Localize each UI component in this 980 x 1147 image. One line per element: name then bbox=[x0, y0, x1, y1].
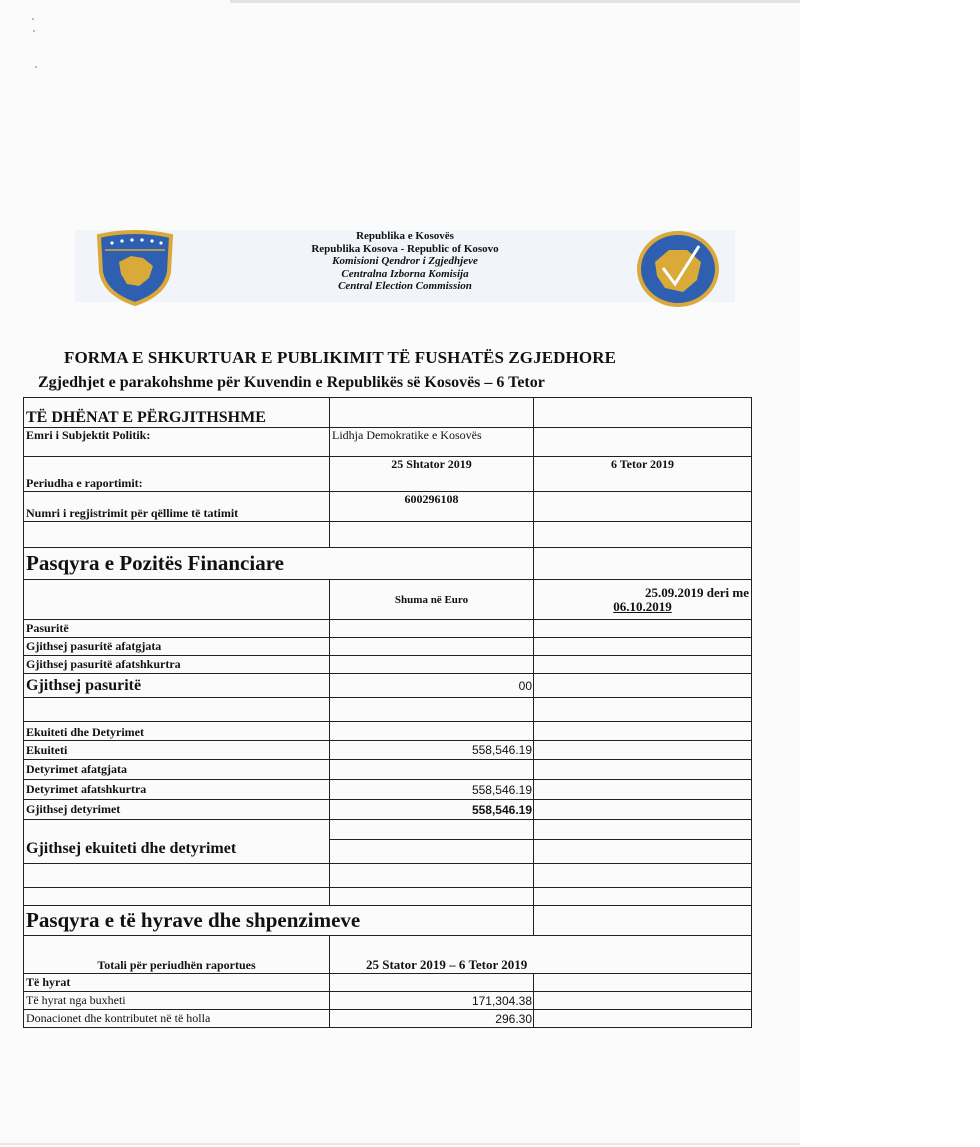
empty-cell bbox=[534, 722, 752, 741]
donations-label: Donacionet dhe kontributet në të holla bbox=[24, 1010, 330, 1028]
empty-cell bbox=[330, 820, 534, 840]
empty-cell bbox=[534, 840, 752, 864]
total-assets-label: Gjithsej pasuritë bbox=[24, 674, 330, 698]
empty-cell bbox=[24, 820, 330, 840]
empty-cell bbox=[534, 674, 752, 698]
empty-cell bbox=[330, 698, 534, 722]
table-row bbox=[24, 741, 752, 760]
donations-value: 296.30 bbox=[330, 1010, 534, 1028]
equity-label: Ekuiteti bbox=[24, 741, 330, 760]
table-row bbox=[24, 800, 752, 820]
total-liabilities-value: 558,546.19 bbox=[330, 800, 534, 820]
empty-cell bbox=[330, 864, 534, 888]
empty-cell bbox=[534, 548, 752, 580]
table-row bbox=[24, 1010, 752, 1028]
financial-position-heading: Pasqyra e Pozitës Financiare bbox=[24, 548, 330, 580]
income-expenses-heading: Pasqyra e të hyrave dhe shpenzimeve bbox=[24, 906, 330, 936]
empty-cell bbox=[534, 888, 752, 906]
table-row bbox=[24, 864, 752, 888]
long-term-assets-label: Gjithsej pasuritë afatgjata bbox=[24, 638, 330, 656]
short-term-liabilities-label: Detyrimet afatshkurtra bbox=[24, 780, 330, 800]
header-line-4: Centralna Izborna Komisija bbox=[341, 267, 469, 280]
empty-cell bbox=[534, 820, 752, 840]
table-row bbox=[24, 492, 752, 522]
totals-label: Totali për periudhën raportues bbox=[24, 936, 330, 974]
header-line-3: Komisioni Qendror i Zgjedhjeve bbox=[332, 255, 478, 267]
budget-revenue-label: Të hyrat nga buxheti bbox=[24, 992, 330, 1010]
table-row bbox=[24, 888, 752, 906]
total-assets-value: 00 bbox=[330, 674, 534, 698]
period-to: 6 Tetor 2019 bbox=[534, 457, 752, 492]
empty-cell bbox=[24, 580, 330, 620]
empty-cell bbox=[534, 428, 752, 457]
empty-cell bbox=[24, 522, 330, 548]
letterhead bbox=[75, 224, 735, 310]
empty-cell bbox=[534, 522, 752, 548]
long-term-liabilities-label: Detyrimet afatgjata bbox=[24, 760, 330, 780]
party-label: Emri i Subjektit Politik: bbox=[24, 428, 330, 457]
empty-cell bbox=[330, 398, 534, 428]
table-row bbox=[24, 674, 752, 698]
short-term-liabilities-value: 558,546.19 bbox=[330, 780, 534, 800]
empty-cell bbox=[24, 888, 330, 906]
header-line-1: Republika e Kosovës bbox=[356, 230, 454, 242]
form-title: FORMA E SHKURTUAR E PUBLIKIMIT TË FUSHATËS ZGJEDHORE bbox=[64, 348, 617, 367]
table-row bbox=[24, 548, 752, 580]
empty-cell bbox=[330, 722, 534, 741]
empty-cell bbox=[24, 698, 330, 722]
empty-cell bbox=[330, 548, 534, 580]
empty-cell bbox=[24, 864, 330, 888]
scan-speck bbox=[35, 66, 37, 68]
table-row bbox=[24, 620, 752, 638]
table-row bbox=[24, 780, 752, 800]
table-row bbox=[24, 580, 752, 620]
table-row bbox=[24, 698, 752, 722]
kosovo-coat-of-arms-icon bbox=[95, 228, 175, 311]
assets-label: Pasuritë bbox=[24, 620, 330, 638]
empty-cell bbox=[534, 1010, 752, 1028]
scan-speck bbox=[33, 30, 35, 32]
party-value: Lidhja Demokratike e Kosovës bbox=[330, 428, 534, 457]
empty-cell bbox=[534, 741, 752, 760]
empty-cell bbox=[534, 620, 752, 638]
revenues-label: Të hyrat bbox=[24, 974, 330, 992]
table-row bbox=[24, 992, 752, 1010]
table-row bbox=[24, 522, 752, 548]
tax-number-value: 600296108 bbox=[330, 492, 534, 522]
empty-cell bbox=[534, 992, 752, 1010]
table-row bbox=[24, 398, 752, 428]
scan-edge-bottom bbox=[0, 1143, 800, 1145]
empty-cell bbox=[330, 840, 534, 864]
short-term-assets-label: Gjithsej pasuritë afatshkurtra bbox=[24, 656, 330, 674]
empty-cell bbox=[534, 780, 752, 800]
empty-cell bbox=[330, 638, 534, 656]
table-row bbox=[24, 936, 752, 974]
equity-liabilities-label: Ekuiteti dhe Detyrimet bbox=[24, 722, 330, 741]
table-row bbox=[24, 906, 752, 936]
table-row bbox=[24, 656, 752, 674]
header-line-2: Republika Kosova - Republic of Kosovo bbox=[311, 242, 499, 255]
table-row bbox=[24, 840, 752, 864]
empty-cell bbox=[330, 760, 534, 780]
total-liabilities-label: Gjithsej detyrimet bbox=[24, 800, 330, 820]
letterhead-text bbox=[235, 230, 575, 293]
empty-cell bbox=[534, 492, 752, 522]
election-commission-logo-icon bbox=[635, 228, 721, 315]
period-from: 25 Shtator 2019 bbox=[330, 457, 534, 492]
general-heading: TË DHËNAT E PËRGJITHSHME bbox=[24, 398, 330, 428]
table-row bbox=[24, 722, 752, 741]
empty-cell bbox=[534, 906, 752, 936]
empty-cell bbox=[534, 638, 752, 656]
table-row bbox=[24, 974, 752, 992]
header-line-5: Central Election Commission bbox=[338, 280, 472, 292]
tax-number-label: Numri i regjistrimit për qëllime të tatimit bbox=[24, 492, 330, 522]
empty-cell bbox=[534, 698, 752, 722]
period-column-line-1: 25.09.2019 deri me bbox=[645, 584, 749, 600]
form-subtitle: Zgjedhjet e parakohshme për Kuvendin e Republikës së Kosovës – 6 Tetor bbox=[38, 374, 545, 391]
empty-cell bbox=[534, 656, 752, 674]
empty-cell bbox=[330, 522, 534, 548]
period-column-header bbox=[534, 580, 752, 620]
equity-value: 558,546.19 bbox=[330, 741, 534, 760]
totals-period: 25 Stator 2019 – 6 Tetor 2019 bbox=[330, 936, 752, 974]
table-row bbox=[24, 760, 752, 780]
scan-edge-top bbox=[230, 0, 800, 3]
table-row bbox=[24, 820, 752, 840]
table-row bbox=[24, 428, 752, 457]
empty-cell bbox=[330, 906, 534, 936]
budget-revenue-value: 171,304.38 bbox=[330, 992, 534, 1010]
period-column-line-2: 06.10.2019 bbox=[613, 598, 672, 614]
empty-cell bbox=[330, 656, 534, 674]
table-row bbox=[24, 457, 752, 492]
amount-column-header: Shuma në Euro bbox=[330, 580, 534, 620]
period-label: Periudha e raportimit: bbox=[24, 457, 330, 492]
empty-cell bbox=[330, 888, 534, 906]
empty-cell bbox=[534, 974, 752, 992]
empty-cell bbox=[330, 974, 534, 992]
empty-cell bbox=[330, 620, 534, 638]
scan-speck bbox=[32, 18, 34, 20]
empty-cell bbox=[534, 760, 752, 780]
empty-cell bbox=[534, 800, 752, 820]
table-row bbox=[24, 638, 752, 656]
campaign-report-table bbox=[23, 397, 752, 1028]
empty-cell bbox=[534, 864, 752, 888]
margin-area bbox=[800, 0, 980, 1147]
empty-cell bbox=[534, 398, 752, 428]
total-equity-liabilities-label: Gjithsej ekuiteti dhe detyrimet bbox=[24, 840, 330, 864]
